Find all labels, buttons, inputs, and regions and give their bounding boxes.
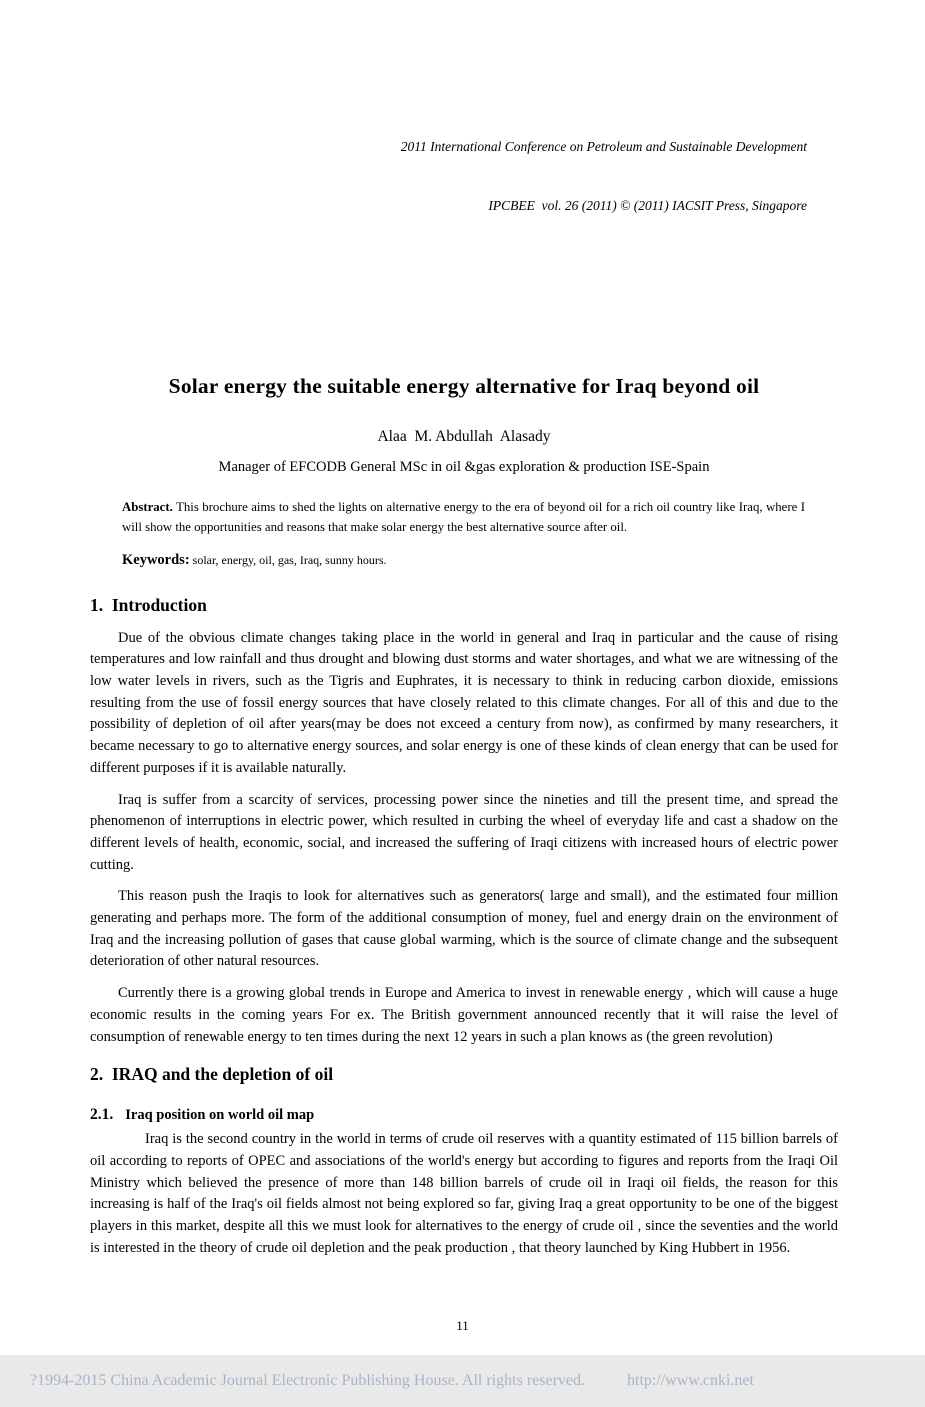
author-name: Alaa M. Abdullah Alasady bbox=[377, 428, 551, 445]
conference-header bbox=[90, 98, 807, 254]
footer-url: http://www.cnki.net bbox=[627, 1372, 754, 1389]
footer-watermark bbox=[0, 1355, 925, 1407]
section-2-1-number: 2.1. bbox=[90, 1106, 114, 1124]
section-2-1-heading bbox=[90, 1103, 838, 1125]
abstract-label: Abstract. bbox=[122, 500, 173, 514]
keywords-block bbox=[122, 552, 805, 569]
abstract-text: This brochure aims to shed the lights on alternative energy to the era of beyond oil for a rich oil country like Iraq, where I will show the opportunities and reasons that make solar energy the best alternative source after oil. bbox=[122, 500, 805, 534]
abstract-block bbox=[122, 498, 805, 538]
conference-header-line1: 2011 International Conference on Petroleum and Sustainable Development bbox=[400, 139, 807, 154]
paper-title: Solar energy the suitable energy alternative for Iraq beyond oil bbox=[168, 374, 760, 398]
section-2-1-paragraph-1: Iraq is the second country in the world in terms of crude oil reserves with a quantity estimated of 115 billion barrels of oil according to reports of OPEC and associations of the world's energy but according to figures and reports from the Iraqi Oil Ministry which believed the presence of more than 148 billion barrels of crude oil in Iraqi oil fields, the reason for this increasing is half of the Iraq's oil fields almost not being explored so far, giving Iraq a great opportunity to be one of the biggest players in this market, despite all this we must look for alternatives to the energy of crude oil , since the seventies and the world is interested in the theory of crude oil depletion and the peak production , that theory launched by King Hubbert in 1956. bbox=[90, 1131, 838, 1256]
section-2-1-title: Iraq position on world oil map bbox=[125, 1107, 315, 1124]
page-number: 11 bbox=[456, 1318, 469, 1333]
keywords-label: Keywords: bbox=[122, 551, 190, 568]
section-1-paragraph-4: Currently there is a growing global trends in Europe and America to invest in renewable energy , which will cause a huge economic results in the coming years For ex. The British government announced recently that it will raise the level of consumption of renewable energy to ten times during the next 12 years in such a plan knows as (the green revolution) bbox=[90, 985, 838, 1045]
section-2-heading: 2. IRAQ and the depletion of oil bbox=[90, 1064, 334, 1085]
section-1-paragraph-2: Iraq is suffer from a scarcity of services, processing power since the nineties and till the present time, and spread the phenomenon of interruptions in electric power, which resulted in curbing the wheel of everyday life and cast a shadow on the different levels of health, economic, social, and increased the suffering of Iraqi citizens with increased hours of electric power cutting. bbox=[90, 791, 838, 873]
author-affiliation: Manager of EFCODB General MSc in oil &gas exploration & production ISE-Spain bbox=[218, 459, 710, 475]
footer-copyright: ?1994-2015 China Academic Journal Electronic Publishing House. All rights reserved. bbox=[30, 1372, 585, 1389]
conference-header-line2: IPCBEE vol. 26 (2011) © (2011) IACSIT Press, Singapore bbox=[488, 197, 807, 213]
paper-page bbox=[0, 98, 925, 1407]
section-1-heading: 1. Introduction bbox=[90, 594, 207, 615]
section-1-paragraph-1: Due of the obvious climate changes taking place in the world in general and Iraq in particular and the cause of rising temperatures and low rainfall and thus drought and blowing dust storms and water shortages, and what we are witnessing of the low water levels in rivers, such as the Tigris and Euphrates, it is necessary to think in reducing carbon dioxide, emissions resulting from the use of fossil energy sources that have closely related to this climate changes. For all of this and due to the possibility of depletion of oil after years(may be does not exceed a century from now), as confirmed by many researchers, it became necessary to go to alternative energy sources, and solar energy is one of these kinds of clean energy that can be used for different purposes if it is available naturally. bbox=[90, 629, 838, 776]
section-1-paragraph-3: This reason push the Iraqis to look for alternatives such as generators( large and small), and the estimated four million generating and perhaps more. The form of the additional consumption of money, fuel and energy drain on the environment of Iraq and the increasing pollution of gases that cause global warming, which is the source of climate change and the subsequent deterioration of other natural resources. bbox=[90, 888, 838, 970]
keywords-text: solar, energy, oil, gas, Iraq, sunny hours. bbox=[192, 552, 387, 567]
